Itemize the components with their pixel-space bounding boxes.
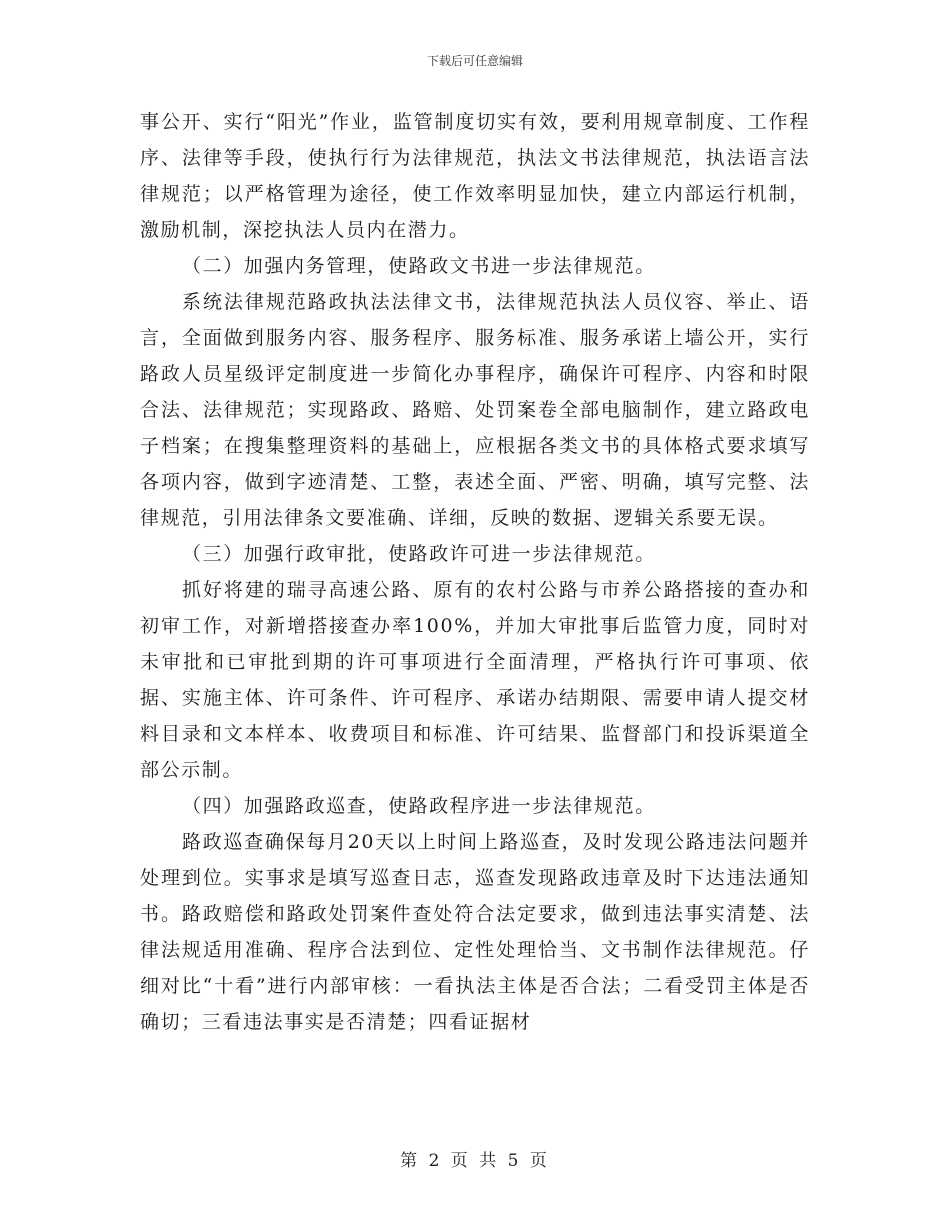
paragraph-approval: 抓好将建的瑞寻高速公路、原有的农村公路与市养公路搭接的查办和初审工作，对新增搭接查办率100%，并加大审批事后监管力度，同时对未审批和已审批到期的许可事项进行全面清理，严格执行许可事项、依据、实施主体、许可条件、许可程序、承诺办结期限、需要申请人提交材料目录和文本样本、收费项目和标准、许可结果、监督部门和投诉渠道全部公示制。 [140,579,810,781]
section-heading-2: （二）加强内务管理，使路政文书进一步法律规范。 [182,255,656,277]
paragraph-patrol: 路政巡查确保每月20天以上时间上路巡查，及时发现公路违法问题并处理到位。实事求是填写巡查日志，巡查发现路政违章及时下达违法通知书。路政赔偿和路政处罚案件查处符合法定要求，做到违法事实清楚、法律法规适用准确、程序合法到位、定性处理恰当、文书制作法律规范。仔细对比“十看”进行内部审核：一看执法主体是否合法；二看受罚主体是否确切；三看违法事实是否清楚；四看证据材 [140,831,810,1033]
page-number: 第 2 页 共 5 页 [400,1151,550,1171]
paragraph-continuation: 事公开、实行“阳光”作业，监管制度切实有效，要利用规章制度、工作程序、法律等手段，使执行行为法律规范，执法文书法律规范，执法语言法律规范；以严格管理为途径，使工作效率明显加快，建立内部运行机制，激励机制，深挖执法人员内在潜力。 [140,111,810,241]
page-header: 下载后可任意编辑 [426,54,523,68]
section-heading-3: （三）加强行政审批，使路政许可进一步法律规范。 [182,543,656,565]
section-heading-4: （四）加强路政巡查，使路政程序进一步法律规范。 [182,795,656,817]
document-body [140,104,810,1040]
paragraph-documents: 系统法律规范路政执法法律文书，法律规范执法人员仪容、举止、语言，全面做到服务内容、服务程序、服务标准、服务承诺上墙公开，实行路政人员星级评定制度进一步简化办事程序，确保许可程序、内容和时限合法、法律规范；实现路政、路赔、处罚案卷全部电脑制作，建立路政电子档案；在搜集整理资料的基础上，应根据各类文书的具体格式要求填写各项内容，做到字迹清楚、工整，表述全面、严密、明确，填写完整、法律规范，引用法律条文要准确、详细，反映的数据、逻辑关系要无误。 [140,291,810,529]
